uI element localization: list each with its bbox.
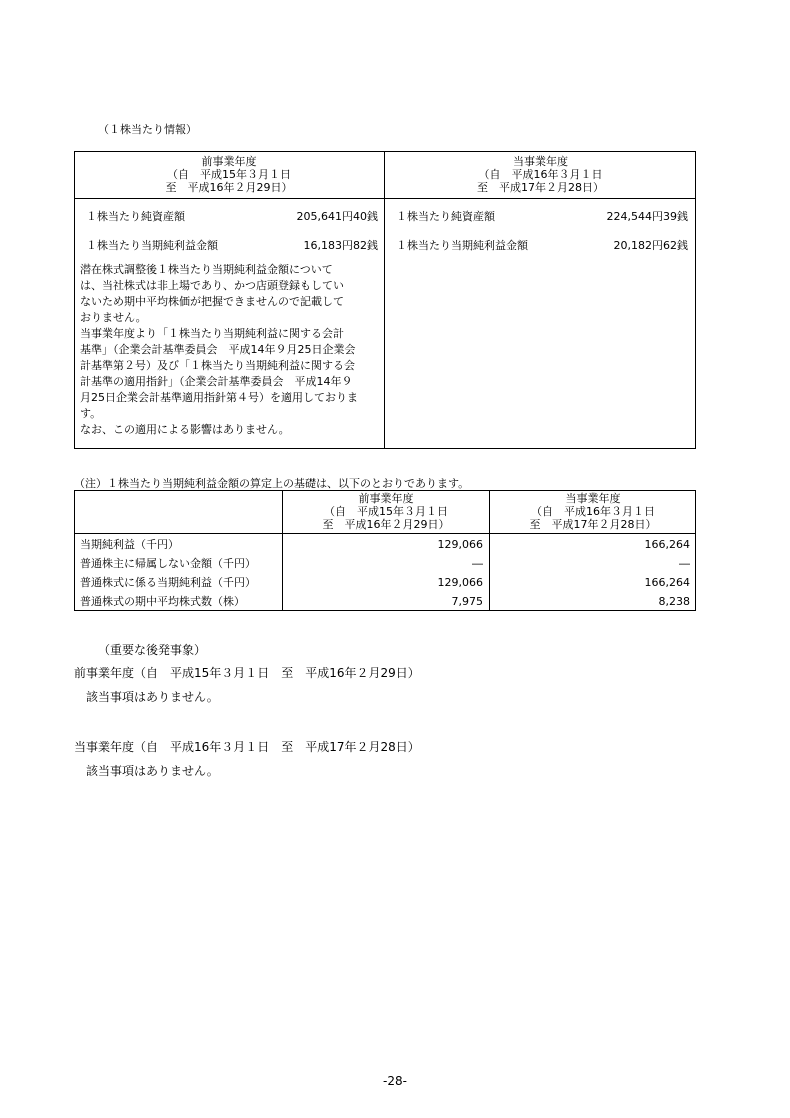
table2-row-label: 普通株式に係る当期純利益（千円）	[80, 576, 256, 589]
note-line: 計基準第２号）及び「１株当たり当期純利益に関する会	[80, 359, 355, 372]
note-line: 潜在株式調整後１株当たり当期純利益金額について	[80, 263, 333, 276]
note-line: は、当社株式は非上場であり、かつ店頭登録もしてい	[80, 279, 344, 292]
curr-period-heading: 当事業年度（自 平成16年３月１日 至 平成17年２月28日）	[74, 740, 420, 754]
note-line: なお、この適用による影響はありません。	[80, 423, 290, 436]
curr-period-text: 該当事項はありません。	[86, 764, 219, 778]
table1-curr-header: 当事業年度 （自 平成16年３月１日 至 平成17年２月28日）	[477, 155, 604, 194]
table2-row-curr-value: 166,264	[644, 576, 690, 589]
table1-prev-header: 前事業年度 （自 平成15年３月１日 至 平成16年２月29日）	[165, 155, 293, 194]
note-line: す。	[80, 407, 102, 420]
page-number: -28-	[383, 1074, 407, 1088]
table1-row-prev-value: 16,183円82銭	[303, 239, 378, 252]
note-caption: （注）１株当たり当期純利益金額の算定上の基礎は、以下のとおりであります。	[74, 477, 470, 490]
table2-row-prev-value: ―	[472, 557, 483, 570]
section-title-subsequent-events: （重要な後発事象）	[98, 643, 207, 657]
table1-row-curr-value: 20,182円62銭	[613, 239, 688, 252]
table2-row-label: 普通株主に帰属しない金額（千円）	[80, 557, 256, 570]
table1-row-prev-value: 205,641円40銭	[296, 210, 378, 223]
table2-row-prev-value: 129,066	[437, 576, 483, 589]
table2-row-curr-value: 8,238	[658, 595, 690, 608]
prev-period-text: 該当事項はありません。	[86, 690, 219, 704]
table1-row-label: １株当たり純資産額	[396, 210, 495, 223]
note-line: 計基準の適用指針」（企業会計基準委員会 平成14年９	[80, 375, 353, 388]
prev-period-heading: 前事業年度（自 平成15年３月１日 至 平成16年２月29日）	[74, 666, 420, 680]
table2-row-curr-value: 166,264	[644, 538, 690, 551]
table1-row-label: １株当たり純資産額	[86, 210, 185, 223]
section-title-per-share: （１株当たり情報）	[98, 123, 197, 136]
note-line: 月25日企業会計基準適用指針第４号）を適用しておりま	[80, 391, 358, 404]
table2-prev-header: 前事業年度 （自 平成15年３月１日 至 平成16年２月29日）	[322, 492, 450, 531]
note-line: 当事業年度より「１株当たり当期純利益に関する会計	[80, 327, 344, 340]
note-line: ないため期中平均株価が把握できませんので記載して	[80, 295, 344, 308]
table2-row-prev-value: 129,066	[437, 538, 483, 551]
table2-curr-header: 当事業年度 （自 平成16年３月１日 至 平成17年２月28日）	[529, 492, 657, 531]
note-line: おりません。	[80, 311, 147, 324]
note-line: 基準」（企業会計基準委員会 平成14年９月25日企業会	[80, 343, 356, 356]
table2-row-label: 当期純利益（千円）	[80, 538, 179, 551]
table2-row-curr-value: ―	[679, 557, 690, 570]
table1-row-label: １株当たり当期純利益金額	[86, 239, 218, 252]
table1-row-label: １株当たり当期純利益金額	[396, 239, 528, 252]
table2-row-prev-value: 7,975	[451, 595, 483, 608]
table1-row-curr-value: 224,544円39銭	[606, 210, 688, 223]
table2-row-label: 普通株式の期中平均株式数（株）	[80, 595, 245, 608]
